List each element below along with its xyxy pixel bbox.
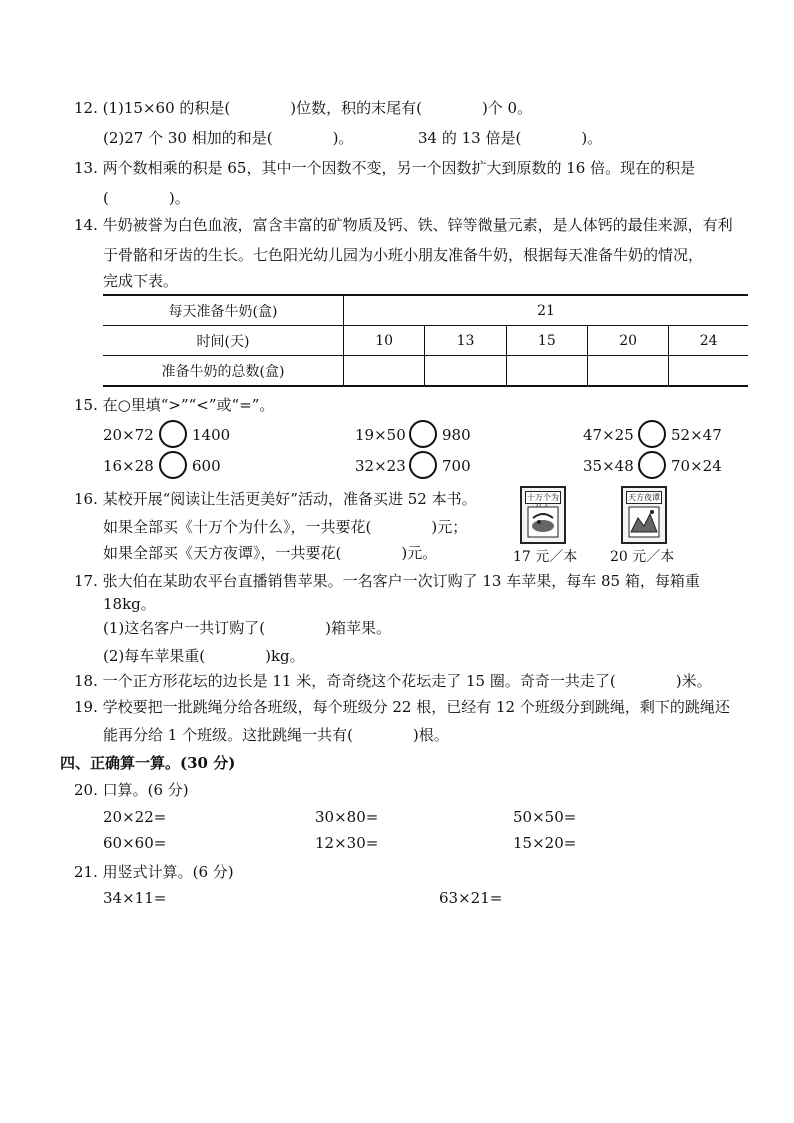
table-row — [103, 356, 748, 387]
days-cell: 20 — [587, 326, 668, 356]
oral-calc-item: 30×80= — [315, 808, 379, 826]
q17-line2: 18kg。 — [103, 595, 156, 613]
q16-line1: 16. 某校开展“阅读让生活更美好”活动，准备买进 52 本书。 — [74, 490, 477, 508]
total-milk-label: 准备牛奶的总数(盒) — [103, 356, 344, 387]
q17-sub1: (1)这名客户一共订购了( )箱苹果。 — [103, 619, 391, 637]
book2-price: 20 元／本 — [610, 549, 675, 565]
oral-calc-item: 15×20= — [513, 834, 577, 852]
compare-right: 980 — [442, 426, 471, 444]
q16-line2: 如果全部买《十万个为什么》，一共要花( )元； — [103, 518, 468, 536]
oral-calc-item: 12×30= — [315, 834, 379, 852]
total-answer-cell[interactable] — [344, 356, 425, 387]
compare-right: 700 — [442, 457, 471, 475]
compare-left: 32×23 — [355, 457, 406, 475]
total-answer-cell[interactable] — [506, 356, 587, 387]
q16-line3: 如果全部买《天方夜谭》，一共要花( )元。 — [103, 544, 438, 562]
compare-circle[interactable] — [409, 451, 437, 479]
compare-circle[interactable] — [159, 451, 187, 479]
compare-left: 16×28 — [103, 457, 154, 475]
q12-line2b: 34 的 13 倍是( )。 — [418, 129, 603, 147]
compare-left: 47×25 — [583, 426, 634, 444]
vertical-calc-item: 63×21= — [439, 889, 503, 907]
days-cell: 15 — [506, 326, 587, 356]
table-row — [103, 295, 748, 326]
q17-sub2: (2)每车苹果重( )kg。 — [103, 647, 305, 665]
compare-right: 52×47 — [671, 426, 722, 444]
compare-circle[interactable] — [638, 420, 666, 448]
section4-title: 四、正确算一算。(30 分) — [60, 754, 236, 772]
book-illustration-icon — [628, 506, 660, 538]
days-cell: 24 — [669, 326, 748, 356]
book-title: 天方夜谭 — [628, 493, 660, 502]
daily-milk-label: 每天准备牛奶(盒) — [103, 295, 344, 326]
q14-line3: 完成下表。 — [103, 272, 179, 290]
total-answer-cell[interactable] — [587, 356, 668, 387]
q13-line2: ( )。 — [103, 189, 190, 207]
oral-calc-item: 50×50= — [513, 808, 577, 826]
book-cover-image — [621, 486, 667, 544]
q14-line1: 14. 牛奶被誉为白色血液，富含丰富的矿物质及钙、铁、锌等微量元素，是人体钙的最佳来源，有利 — [74, 216, 733, 234]
days-cell: 13 — [425, 326, 506, 356]
q14-line2: 于骨骼和牙齿的生长。七色阳光幼儿园为小班小朋友准备牛奶，根据每天准备牛奶的情况， — [103, 246, 704, 264]
q21-title: 21. 用竖式计算。(6 分) — [74, 863, 234, 881]
compare-circle[interactable] — [159, 420, 187, 448]
q15-title: 15. 在○里填“>”“<”或“=”。 — [74, 396, 275, 414]
milk-table — [103, 294, 748, 387]
compare-left: 20×72 — [103, 426, 154, 444]
book-illustration-icon — [527, 506, 559, 538]
q18-line1: 18. 一个正方形花坛的边长是 11 米，奇奇绕这个花坛走了 15 圈。奇奇一共走了( )米。 — [74, 672, 712, 690]
vertical-calc-item: 34×11= — [103, 889, 167, 907]
days-label: 时间(天) — [103, 326, 344, 356]
total-answer-cell[interactable] — [669, 356, 748, 387]
total-answer-cell[interactable] — [425, 356, 506, 387]
compare-left: 35×48 — [583, 457, 634, 475]
days-cell: 10 — [344, 326, 425, 356]
q19-line2: 能再分给 1 个班级。这批跳绳一共有( )根。 — [103, 726, 449, 744]
q12-line1: 12. (1)15×60 的积是( )位数，积的末尾有( )个 0。 — [74, 99, 533, 117]
q20-title: 20. 口算。(6 分) — [74, 781, 189, 799]
compare-left: 19×50 — [355, 426, 406, 444]
compare-right: 70×24 — [671, 457, 722, 475]
compare-right: 600 — [192, 457, 221, 475]
oral-calc-item: 60×60= — [103, 834, 167, 852]
book-title: 十万个为 — [527, 493, 559, 502]
compare-right: 1400 — [192, 426, 231, 444]
book-cover-image — [520, 486, 566, 544]
compare-circle[interactable] — [409, 420, 437, 448]
q13-line1: 13. 两个数相乘的积是 65，其中一个因数不变，另一个因数扩大到原数的 16 倍。现在的积是 — [74, 159, 696, 177]
q17-line1: 17. 张大伯在某助农平台直播销售苹果。一名客户一次订购了 13 车苹果，每车 85 箱，每箱重 — [74, 572, 700, 590]
compare-circle[interactable] — [638, 451, 666, 479]
q12-line2a: (2)27 个 30 相加的和是( )。 — [103, 129, 354, 147]
q19-line1: 19. 学校要把一批跳绳分给各班级，每个班级分 22 根，已经有 12 个班级分到跳绳，剩下的跳绳还 — [74, 698, 730, 716]
daily-milk-value: 21 — [344, 295, 749, 326]
book1-price: 17 元／本 — [513, 549, 578, 565]
oral-calc-item: 20×22= — [103, 808, 167, 826]
table-row — [103, 326, 748, 356]
